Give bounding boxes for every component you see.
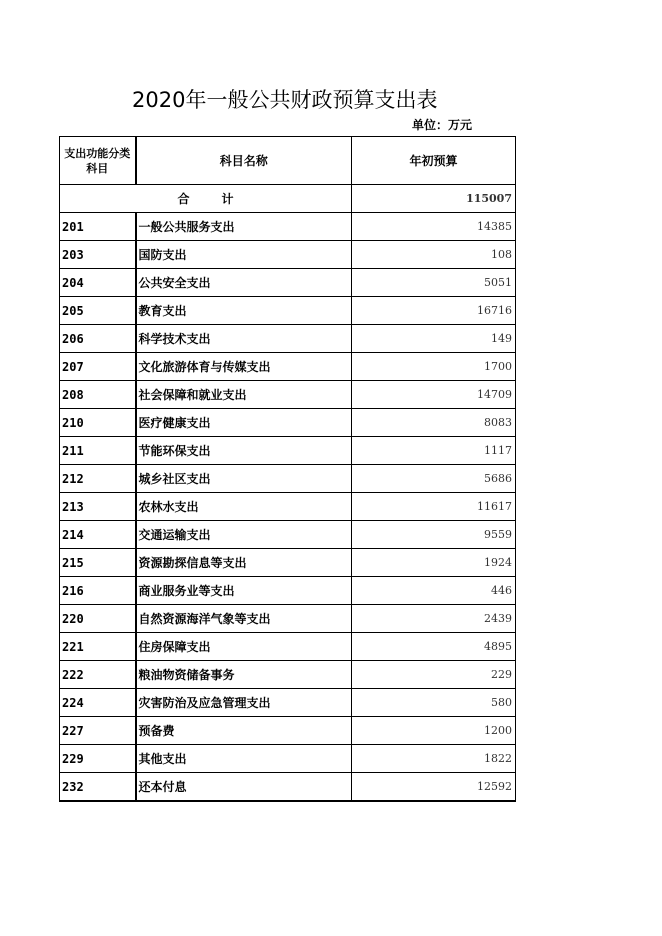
budget-table <box>59 136 516 802</box>
row-code: 215 <box>60 549 136 577</box>
row-value: 108 <box>352 241 516 269</box>
table-row <box>60 381 516 409</box>
row-name: 节能环保支出 <box>136 437 352 465</box>
row-name: 国防支出 <box>136 241 352 269</box>
table-row <box>60 269 516 297</box>
row-code: 224 <box>60 689 136 717</box>
row-code: 206 <box>60 325 136 353</box>
row-name: 灾害防治及应急管理支出 <box>136 689 352 717</box>
row-name: 社会保障和就业支出 <box>136 381 352 409</box>
row-name: 预备费 <box>136 717 352 745</box>
row-value: 1924 <box>352 549 516 577</box>
row-code: 220 <box>60 605 136 633</box>
header-code: 支出功能分类科目 <box>60 137 136 185</box>
row-code: 210 <box>60 409 136 437</box>
row-value: 1700 <box>352 353 516 381</box>
row-name: 还本付息 <box>136 773 352 802</box>
row-value: 1200 <box>352 717 516 745</box>
table-row <box>60 297 516 325</box>
table-row <box>60 633 516 661</box>
row-code: 216 <box>60 577 136 605</box>
row-code: 232 <box>60 773 136 802</box>
row-code: 208 <box>60 381 136 409</box>
row-name: 住房保障支出 <box>136 633 352 661</box>
table-row <box>60 521 516 549</box>
row-code: 227 <box>60 717 136 745</box>
row-name: 教育支出 <box>136 297 352 325</box>
table-row <box>60 661 516 689</box>
table-row <box>60 437 516 465</box>
row-value: 580 <box>352 689 516 717</box>
row-name: 文化旅游体育与传媒支出 <box>136 353 352 381</box>
row-name: 城乡社区支出 <box>136 465 352 493</box>
row-name: 商业服务业等支出 <box>136 577 352 605</box>
row-value: 14709 <box>352 381 516 409</box>
row-name: 农林水支出 <box>136 493 352 521</box>
row-value: 1822 <box>352 745 516 773</box>
table-row <box>60 213 516 241</box>
row-value: 229 <box>352 661 516 689</box>
header-name: 科目名称 <box>136 137 352 185</box>
table-header-row <box>60 137 516 185</box>
total-row <box>60 185 516 213</box>
table-row <box>60 689 516 717</box>
row-name: 资源勘探信息等支出 <box>136 549 352 577</box>
row-name: 粮油物资储备事务 <box>136 661 352 689</box>
row-code: 207 <box>60 353 136 381</box>
row-code: 214 <box>60 521 136 549</box>
row-code: 201 <box>60 213 136 241</box>
table-row <box>60 549 516 577</box>
unit-label: 单位：万元 <box>412 118 473 132</box>
row-value: 8083 <box>352 409 516 437</box>
table-row <box>60 745 516 773</box>
total-label-a: 合 <box>177 192 190 206</box>
row-value: 12592 <box>352 773 516 802</box>
row-code: 211 <box>60 437 136 465</box>
row-name: 一般公共服务支出 <box>136 213 352 241</box>
row-value: 5051 <box>352 269 516 297</box>
row-value: 14385 <box>352 213 516 241</box>
row-name: 其他支出 <box>136 745 352 773</box>
row-name: 医疗健康支出 <box>136 409 352 437</box>
table-row <box>60 241 516 269</box>
row-value: 149 <box>352 325 516 353</box>
row-value: 446 <box>352 577 516 605</box>
table-row <box>60 577 516 605</box>
row-code: 213 <box>60 493 136 521</box>
row-code: 204 <box>60 269 136 297</box>
row-code: 205 <box>60 297 136 325</box>
total-label-b: 计 <box>221 192 234 206</box>
total-label <box>60 185 352 213</box>
table-row <box>60 605 516 633</box>
table-row <box>60 493 516 521</box>
total-value: 115007 <box>352 185 516 213</box>
row-value: 11617 <box>352 493 516 521</box>
row-name: 公共安全支出 <box>136 269 352 297</box>
header-budget: 年初预算 <box>352 137 516 185</box>
row-code: 229 <box>60 745 136 773</box>
row-value: 4895 <box>352 633 516 661</box>
row-code: 203 <box>60 241 136 269</box>
row-code: 221 <box>60 633 136 661</box>
table-row <box>60 717 516 745</box>
table-row <box>60 773 516 802</box>
table-row <box>60 465 516 493</box>
row-value: 16716 <box>352 297 516 325</box>
row-code: 212 <box>60 465 136 493</box>
page-title: 2020年一般公共财政预算支出表 <box>132 88 438 112</box>
row-value: 5686 <box>352 465 516 493</box>
row-code: 222 <box>60 661 136 689</box>
row-name: 科学技术支出 <box>136 325 352 353</box>
row-name: 交通运输支出 <box>136 521 352 549</box>
table-row <box>60 325 516 353</box>
row-name: 自然资源海洋气象等支出 <box>136 605 352 633</box>
table-row <box>60 353 516 381</box>
row-value: 2439 <box>352 605 516 633</box>
table-row <box>60 409 516 437</box>
row-value: 9559 <box>352 521 516 549</box>
row-value: 1117 <box>352 437 516 465</box>
